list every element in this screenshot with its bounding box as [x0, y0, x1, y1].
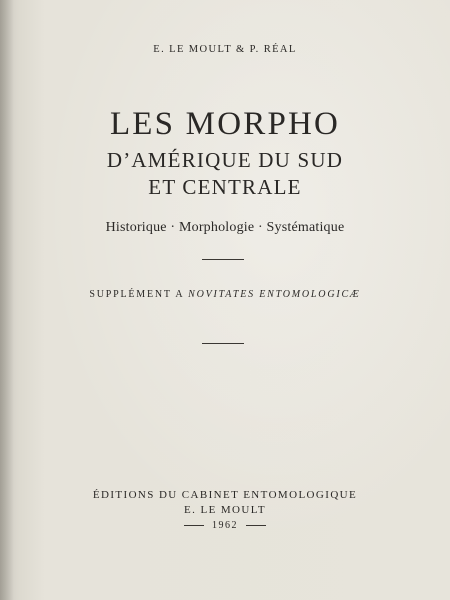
authors: E. LE MOULT & P. RÉAL	[153, 44, 297, 55]
supplement-prefix: SUPPLÉMENT A	[89, 289, 189, 300]
dash-right	[246, 525, 266, 526]
divider-rule	[202, 259, 244, 260]
title-line-2: D’AMÉRIQUE DU SUD	[106, 148, 344, 172]
dash-left	[184, 525, 204, 526]
year-row	[0, 520, 450, 531]
supplement-series: NOVITATES ENTOMOLOGICÆ	[188, 289, 361, 300]
publisher-person: E. LE MOULT	[184, 504, 266, 516]
publication-year: 1962	[212, 520, 238, 531]
title-line-1: LES MORPHO	[109, 106, 341, 142]
publisher-name: ÉDITIONS DU CABINET ENTOMOLOGIQUE	[92, 489, 358, 501]
divider-rule	[202, 343, 244, 344]
supplement-note	[0, 289, 450, 300]
subtitle: Historique · Morphologie · Systématique	[105, 220, 345, 235]
title-line-3: ET CENTRALE	[148, 175, 302, 199]
